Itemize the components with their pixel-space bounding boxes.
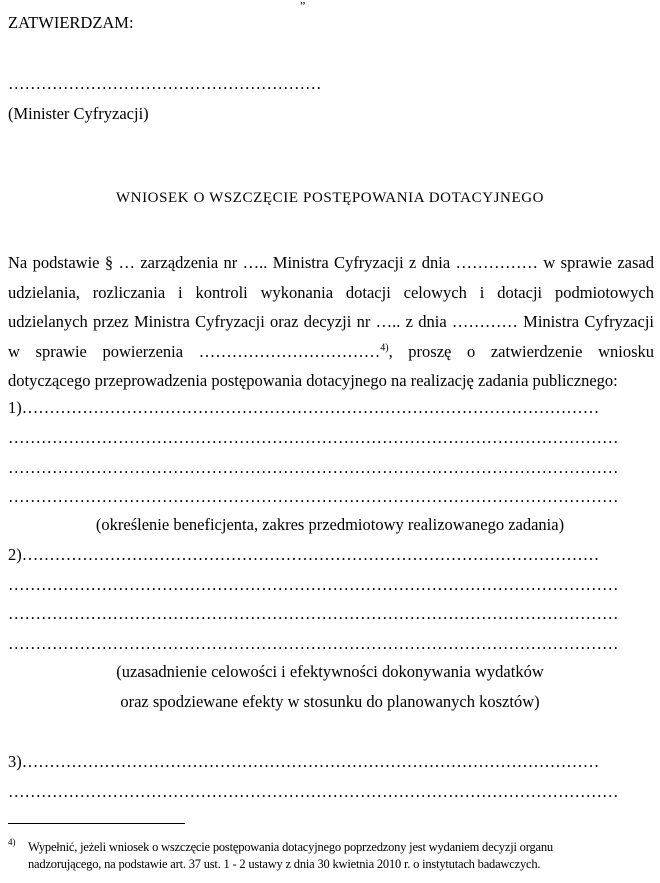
section-1-dotted-line: ………………………………………………………………………………………………… [8, 487, 619, 506]
approve-label: ZATWIERDZAM: [8, 13, 134, 32]
top-mark [300, 0, 305, 7]
section-2-caption-line-1: (uzasadnienie celowości i efektywności dokonywania wydatków [116, 662, 544, 681]
intro-line: udzielanych przez Ministra Cyfryzacji oraz decyzji nr ….. z dnia ………… Ministra Cyfryzacji [8, 312, 654, 331]
document-title: WNIOSEK O WSZCZĘCIE POSTĘPOWANIA DOTACYJNEGO [115, 190, 545, 206]
section-2-first-line: 2)…………………………………………………………………………………………… [8, 545, 600, 564]
footnote-text [28, 839, 654, 872]
footnote-mark: 4) [8, 837, 16, 847]
section-2-dotted-line: ………………………………………………………………………………………………… [8, 634, 619, 653]
intro-line: dotyczącego przeprowadzenia postępowania dotacyjnego na realizację zadania publicznego: [8, 371, 618, 390]
intro-line-4-end: , proszę o zatwierdzenie wniosku [388, 341, 654, 361]
footnote-ref: 4) [380, 342, 389, 353]
intro-line-4-start: w sprawie powierzenia …………………………… [8, 341, 381, 361]
intro-paragraph [8, 248, 654, 396]
section-2-dotted-line: ………………………………………………………………………………………………… [8, 604, 619, 623]
section-3-dotted-line: ………………………………………………………………………………………………… [8, 782, 619, 801]
intro-line-4 [8, 337, 654, 367]
footnote-separator [8, 823, 185, 824]
section-1-caption: (określenie beneficjenta, zakres przedmiotowy realizowanego zadania) [95, 515, 565, 534]
section-1-dotted-line: ………………………………………………………………………………………………… [8, 428, 619, 447]
intro-line: Na podstawie § … zarządzenia nr ….. Ministra Cyfryzacji z dnia …………… w sprawie zasad [8, 253, 654, 272]
section-2-caption-line-2: oraz spodziewane efekty w stosunku do planowanych kosztów) [120, 692, 540, 711]
section-2-dotted-line: ………………………………………………………………………………………………… [8, 575, 619, 594]
footnote-line: Wypełnić, jeżeli wniosek o wszczęcie postępowania dotacyjnego poprzedzony jest wydaniem decyzji organu [28, 840, 553, 854]
signatory: (Minister Cyfryzacji) [8, 104, 149, 123]
footnote-line: nadzorującego, na podstawie art. 37 ust. 1 - 2 ustawy z dnia 30 kwietnia 2010 r. o instytutach badawczych. [28, 856, 541, 871]
signature-dots: ………………………………………………… [8, 74, 322, 93]
section-3-first-line: 3)…………………………………………………………………………………………… [8, 752, 600, 771]
intro-line: udzielania, rozliczania i kontroli wykonania dotacji celowych i dotacji podmiotowych [8, 282, 654, 302]
section-1-dotted-line: ………………………………………………………………………………………………… [8, 458, 619, 477]
section-1-first-line: 1)…………………………………………………………………………………………… [8, 398, 600, 417]
